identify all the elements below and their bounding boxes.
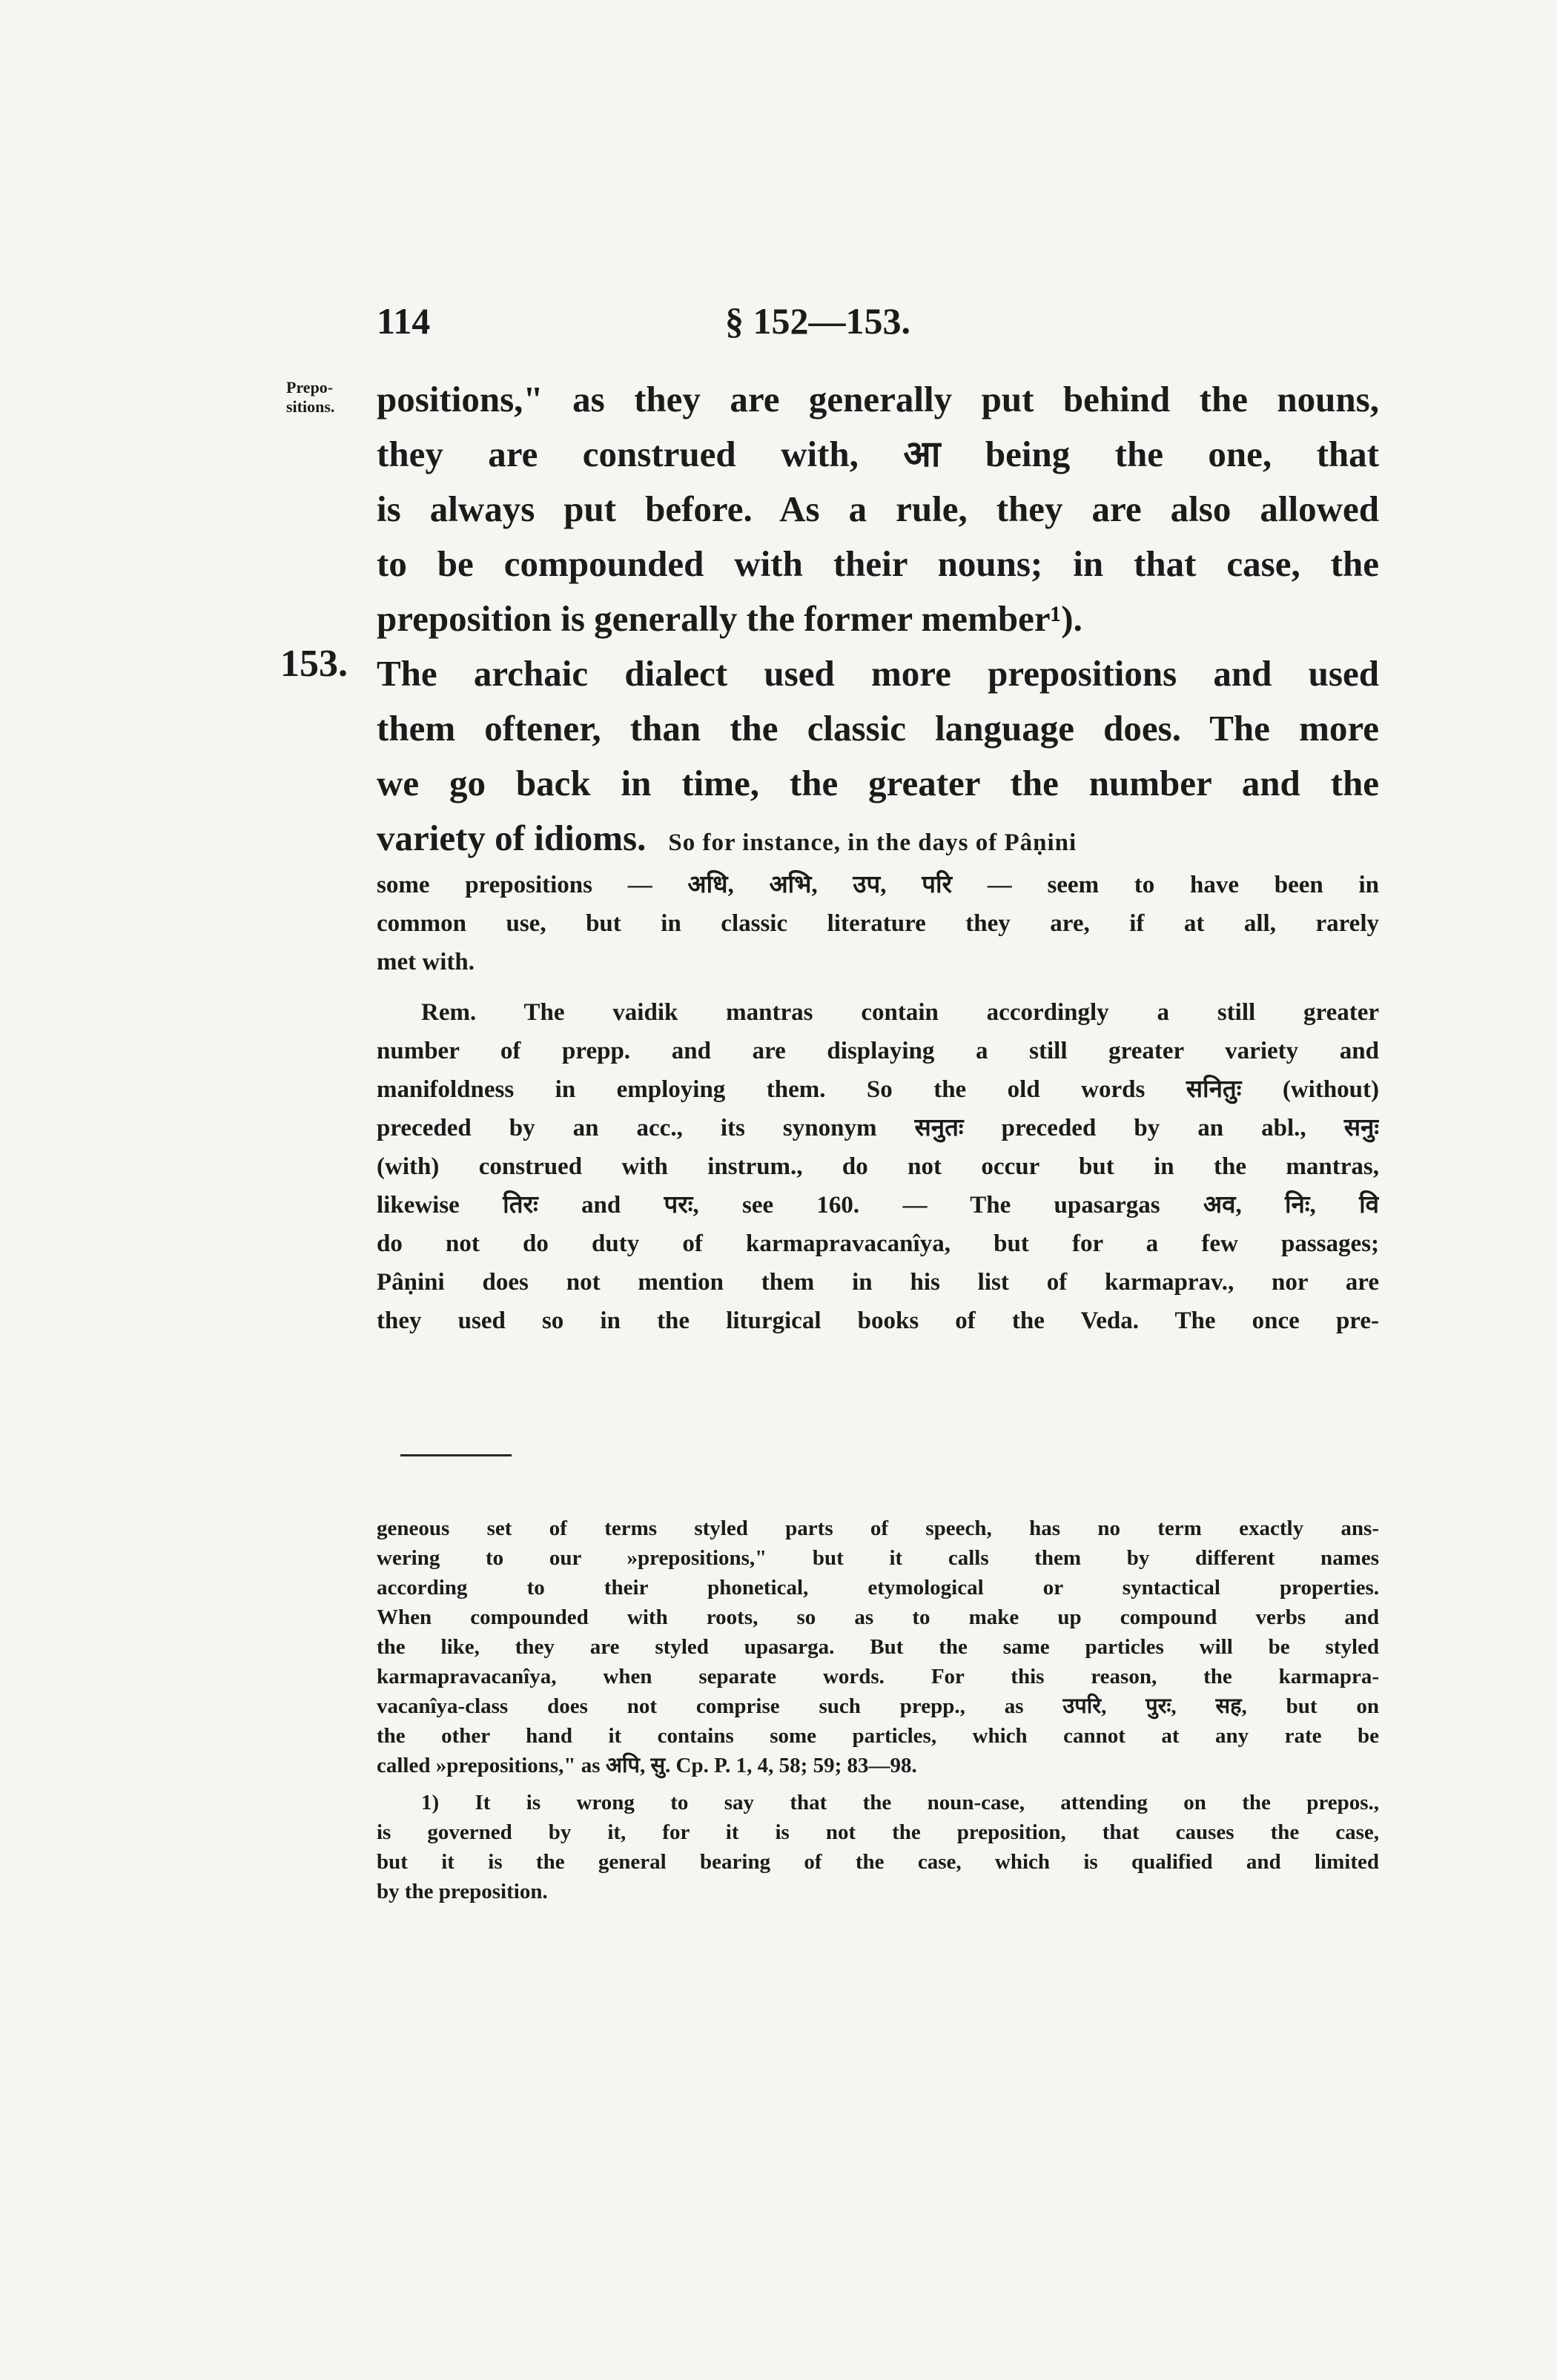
remark-block — [377, 993, 1379, 1340]
text-line: the like, they are styled upasarga. But the same particles will be styled — [377, 1635, 1379, 1659]
text-line: do not do duty of karmapravacanîya, but for a few passages; — [377, 1230, 1379, 1257]
text-line: karmapravacanîya, when separate words. For this reason, the karmapra- — [377, 1665, 1379, 1688]
margin-note: Prepo-sitions. — [286, 378, 335, 416]
text-line: preposition is generally the former member¹). — [377, 598, 1082, 639]
running-head — [377, 299, 1378, 344]
footnote-rule — [400, 1454, 512, 1456]
text-line: number of prepp. and are displaying a still greater variety and — [377, 1038, 1379, 1064]
text-line: by the preposition. — [377, 1880, 548, 1903]
text-line: geneous set of terms styled parts of speech, has no term exactly ans- — [377, 1516, 1379, 1540]
text-line: to be compounded with their nouns; in that case, the — [377, 543, 1379, 584]
text-line: wering to our »prepositions," but it calls them by different names — [377, 1546, 1379, 1570]
text-line: Pâṇini does not mention them in his list of karmaprav., nor are — [377, 1269, 1379, 1296]
text-line: preceded by an acc., its synonym सनुतः preceded by an abl., सनुः — [377, 1115, 1379, 1141]
text-line: them oftener, than the classic language does. The more — [377, 708, 1379, 749]
paragraph-153 — [377, 646, 1379, 811]
text-line: we go back in time, the greater the number and the — [377, 763, 1379, 803]
text-line: according to their phonetical, etymological or syntactical properties. — [377, 1576, 1379, 1600]
section-range: § 152—153. — [725, 300, 910, 342]
main-paragraph — [377, 372, 1379, 646]
text-line: they are construed with, आ being the one, that — [377, 434, 1379, 474]
text-line: manifoldness in employing them. So the old words सनितुः (without) — [377, 1076, 1379, 1103]
text-line: vacanîya-class does not comprise such prepp., as उपरि, पुरः, सह, but on — [377, 1694, 1379, 1718]
paragraph-number: 153. — [280, 643, 348, 685]
text-line: common use, but in classic literature they are, if at all, rarely — [377, 910, 1379, 937]
text-span: variety of idioms. — [377, 818, 647, 858]
text-line: (with) construed with instrum., do not occur but in the mantras, — [377, 1153, 1379, 1180]
text-line: 1) It is wrong to say that the noun-case, attending on the prepos., — [421, 1791, 1379, 1814]
text-span: So for instance, in the days of Pâṇini — [668, 829, 1077, 856]
text-line: some prepositions — अधि, अभि, उप, परि — seem to have been in — [377, 872, 1379, 898]
footnote-continuation — [377, 1514, 1379, 1780]
text-line: met with. — [377, 949, 475, 975]
footnote-1 — [377, 1788, 1379, 1906]
text-line: is always put before. As a rule, they are also allowed — [377, 488, 1379, 529]
text-line: likewise तिरः and परः, see 160. — The upasargas अव, निः, वि — [377, 1192, 1379, 1219]
text-line: the other hand it contains some particles, which cannot at any rate be — [377, 1724, 1379, 1748]
page-number: 114 — [377, 300, 431, 342]
text-line: is governed by it, for it is not the preposition, that causes the case, — [377, 1820, 1379, 1844]
text-line: The archaic dialect used more prepositions and used — [377, 653, 1379, 694]
text-line: When compounded with roots, so as to make up compound verbs and — [377, 1605, 1379, 1629]
paragraph-153-mixed-line — [377, 811, 1379, 866]
text-line: Rem. The vaidik mantras contain accordingly a still greater — [421, 999, 1379, 1026]
paragraph-153-small — [377, 866, 1379, 981]
text-line: positions," as they are generally put behind the nouns, — [377, 379, 1379, 420]
text-line: but it is the general bearing of the case, which is qualified and limited — [377, 1850, 1379, 1874]
text-line: they used so in the liturgical books of the Veda. The once pre- — [377, 1307, 1379, 1334]
text-line: called »prepositions," as अपि, सु. Cp. P. 1, 4, 58; 59; 83—98. — [377, 1754, 917, 1777]
